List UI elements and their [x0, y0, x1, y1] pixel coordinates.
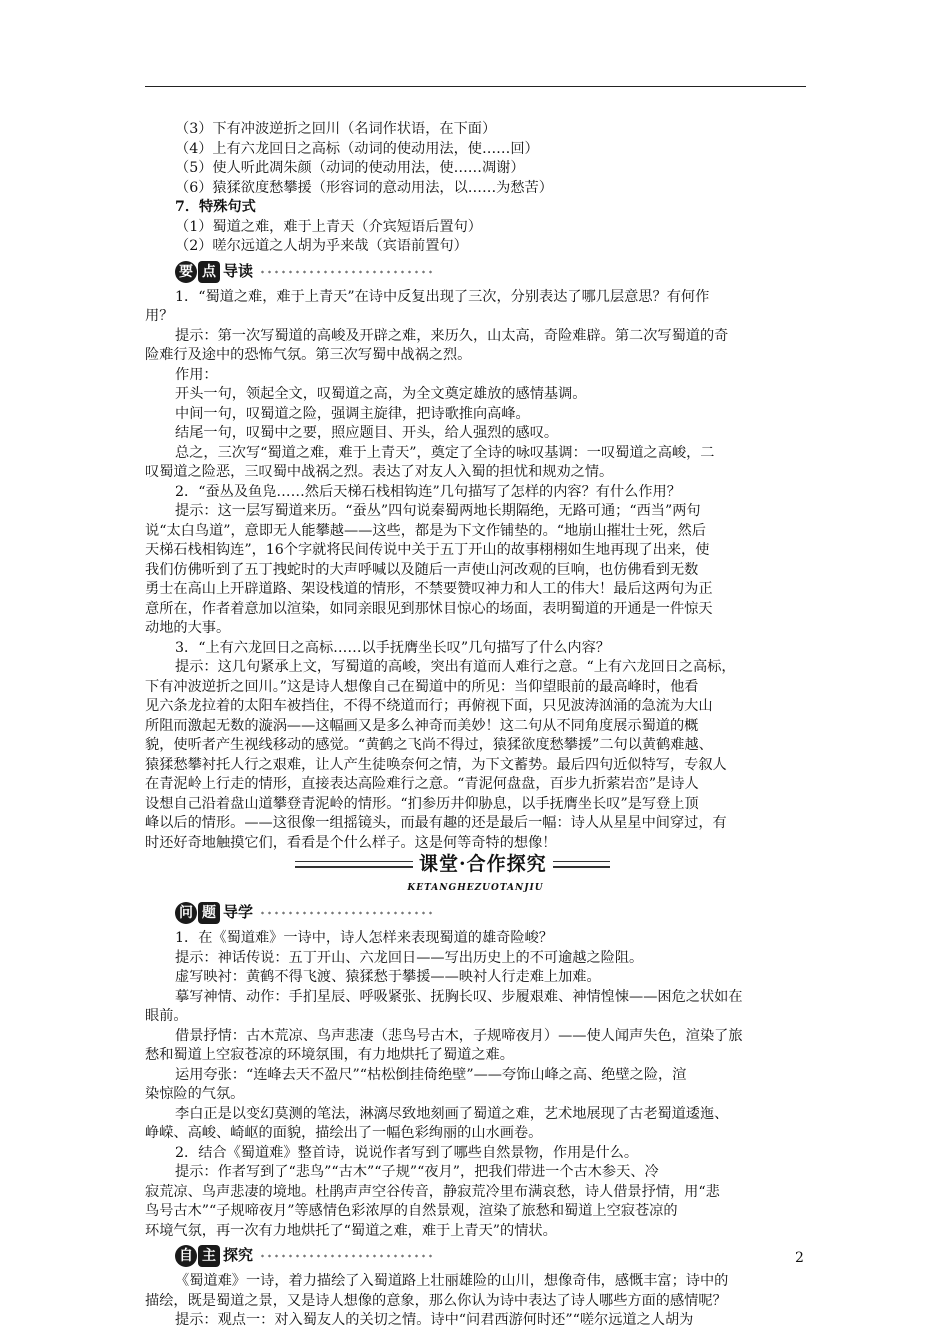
- text-line: 总之，三次写“蜀道之难，难于上青天”，奠定了全诗的咏叹基调：一叹蜀道之高峻，二: [175, 444, 715, 461]
- text-line: 环境气氛，再一次有力地烘托了“蜀道之难，难于上青天”的情状。: [145, 1222, 557, 1239]
- text-line: （3）下有冲波逆折之回川（名词作状语，在下面）: [175, 121, 497, 137]
- text-line: 叹蜀道之险恶，三叹蜀中战祸之烈。表达了对友人入蜀的担忧和规劝之情。: [145, 464, 614, 480]
- text-line: （1）蜀道之难，难于上青天（介宾短语后置句）: [175, 218, 482, 235]
- text-line: 1．“蜀道之难，难于上青天”在诗中反复出现了三次，分别表达了哪几层意思？有何作: [175, 288, 710, 305]
- usage-notes: [145, 120, 806, 198]
- section-key-reading: [175, 258, 806, 286]
- dotted-divider: [259, 908, 434, 918]
- text-line: 运用夸张：“连峰去天不盈尺”“枯松倒挂倚绝壁”——夸饰山峰之高、绝壁之险，渲: [175, 1066, 687, 1083]
- text-line: 虚写映衬：黄鹤不得飞渡、猿猱愁于攀援——映衬人行走难上加难。: [175, 969, 601, 985]
- text-line: 提示：观点一：对入蜀友人的关切之情。诗中“问君西游何时还”“嗟尔远道之人胡为: [175, 1312, 694, 1328]
- dotted-divider: [259, 1251, 434, 1261]
- banner-title: 课堂·合作探究: [413, 855, 553, 875]
- text-line: 峰以后的情形。——这很像一组摇镜头，而最有趣的还是最后一幅：诗人从星星中间穿过，有: [145, 815, 727, 831]
- banner-subtitle: KETANGHEZUOTANJIU: [407, 883, 544, 893]
- text-line: 见六条龙拉着的太阳车被挡住，不得不绕道而行；再俯视下面，只见波涛汹涌的急流为大山: [145, 698, 713, 714]
- section-badge: 自 主: [175, 1245, 221, 1267]
- text-line: 意所在，作者着意加以渲染，如同亲眼见到那怵目惊心的场面，表明蜀道的开通是一件惊天: [145, 600, 713, 617]
- text-line: 动地的大事。: [145, 620, 231, 636]
- text-line: 下有冲波逆折之回川。”这是诗人想像自己在蜀道中的所见：当仰望眼前的最高峰时，他看: [145, 678, 699, 695]
- text-line: 愁和蜀道上空寂苍凉的环境氛围，有力地烘托了蜀道之难。: [145, 1047, 514, 1063]
- text-line: 结尾一句，叹蜀中之要，照应题目、开头，给人强烈的感叹。: [175, 425, 559, 441]
- text-line: （6）猿猱欲度愁攀援（形容词的意动用法，以……为愁苦）: [175, 179, 553, 196]
- text-line: 险难行及途中的恐怖气氛。第三次写蜀中战祸之烈。: [145, 347, 472, 363]
- text-line: 提示：第一次写蜀道的高峻及开辟之难，来历久，山太高，奇险难辟。第二次写蜀道的奇: [175, 327, 729, 344]
- self-exploration-text: [145, 1272, 806, 1331]
- page-content: [145, 120, 806, 1331]
- text-line: 《蜀道难》一诗，着力描绘了入蜀道路上壮丽雄险的山川，想像奇伟，感慨丰富；诗中的: [175, 1273, 729, 1289]
- section-title: 导读: [223, 261, 254, 280]
- text-line: 提示：这几句紧承上文，写蜀道的高峻，突出有道而人难行之意。“上有六龙回日之高标，: [175, 659, 736, 675]
- text-line: 设想自己沿着盘山道攀登青泥岭的情形。“扪参历井仰胁息，以手抚膺坐长叹”是写登上顶: [145, 795, 699, 812]
- text-line: 猿猱愁攀衬托人行之艰难，让人产生徒唤奈何之情，为下文蓄势。最后四句近似特写，专叙人: [145, 756, 727, 773]
- text-line: 峥嵘、高峻、崎岖的面貌，描绘出了一幅色彩绚丽的山水画卷。: [145, 1125, 543, 1141]
- text-line: 2．“蚕丛及鱼凫……然后天梯石栈相钩连”几句描写了怎样的内容？有什么作用？: [175, 483, 681, 500]
- special-sentence-title: 7．特殊句式: [175, 199, 256, 215]
- text-line: 2．结合《蜀道难》整首诗，说说作者写到了哪些自然景物，作用是什么。: [175, 1144, 639, 1161]
- section-self-exploration: [175, 1242, 806, 1270]
- text-line: 提示：神话传说：五丁开山、六龙回日——写出历史上的不可逾越之险阻。: [175, 949, 644, 966]
- text-line: 勇士在高山上开辟道路、架设栈道的情形，不禁要赞叹神力和人工的伟大！最后这两句为正: [145, 581, 713, 597]
- text-line: 李白正是以变幻莫测的笔法，淋漓尽致地刻画了蜀道之难，艺术地展现了古老蜀道逶迤、: [175, 1105, 729, 1122]
- text-line: 提示：这一层写蜀道来历。“蚕丛”四句说秦蜀两地长期隔绝，无路可通；“西当”两句: [175, 503, 701, 519]
- text-line: （4）上有六龙回日之高标（动词的使动用法，使……回）: [175, 140, 539, 157]
- text-line: （5）使人听此凋朱颜（动词的使动用法，使……凋谢）: [175, 160, 525, 176]
- text-line: 中间一句，叹蜀道之险，强调主旋律，把诗歌推向高峰。: [175, 405, 530, 422]
- section-badge: 问 题: [175, 902, 221, 924]
- text-line: （2）嗟尔远道之人胡为乎来哉（宾语前置句）: [175, 238, 468, 254]
- dotted-divider: [259, 267, 434, 277]
- text-line: 眼前。: [145, 1008, 188, 1024]
- text-line: 作用：: [175, 366, 218, 383]
- text-line: 提示：作者写到了“悲鸟”“古木”“子规”“夜月”，把我们带进一个古木参天、冷: [175, 1164, 659, 1180]
- text-line: 时还好奇地触摸它们，看看是个什么样子。这是何等奇特的想像！: [145, 834, 557, 851]
- header-rule: [145, 86, 806, 87]
- text-line: 貌，使听者产生视线移动的感觉。“黄鹤之飞尚不得过，猿猱欲度愁攀援”二句以黄鹤难越、: [145, 737, 713, 753]
- text-line: 说“太白鸟道”，意即无人能攀越——这些，都是为下文作铺垫的。“地崩山摧壮士死，然后: [145, 522, 706, 539]
- section-title: 导学: [223, 903, 254, 922]
- section-badge: 要 点: [175, 261, 221, 283]
- key-reading-text: [145, 288, 806, 854]
- text-line: 1．在《蜀道难》一诗中，诗人怎样来表现蜀道的雄奇险峻？: [175, 930, 553, 946]
- special-sentences: [145, 218, 806, 257]
- text-line: 借景抒情：古木荒凉、鸟声悲凄（悲鸟号古木，子规啼夜月）——使人闻声失色，渲染了旅: [175, 1027, 743, 1044]
- page-number: 2: [795, 1250, 804, 1266]
- text-line: 所阻而激起无数的漩涡——这幅画又是多么神奇而美妙！这二句从不同角度展示蜀道的概: [145, 717, 699, 734]
- text-line: 染惊险的气氛。: [145, 1086, 245, 1102]
- text-line: 开头一句，领起全文，叹蜀道之高，为全文奠定雄放的感情基调。: [175, 386, 587, 402]
- text-line: 寂荒凉、鸟声悲凄的境地。杜鹃声声空谷传音，静寂荒冷里布满哀愁，诗人借景抒情，用“悲: [145, 1183, 720, 1200]
- text-line: 在青泥岭上行走的情形，直接表达高险难行之意。“青泥何盘盘，百步九折萦岩峦”是诗人: [145, 776, 699, 792]
- text-line: 用？: [145, 308, 174, 324]
- section-title: 探究: [223, 1246, 254, 1265]
- text-line: 我们仿佛听到了五丁拽蛇时的大声呼喊以及随后一声使山河改观的巨响，也仿佛看到无数: [145, 561, 699, 578]
- text-line: 描绘，既是蜀道之景，又是诗人想像的意象，那么你认为诗中表达了诗人哪些方面的感情呢？: [145, 1292, 727, 1309]
- text-line: 鸟号古木”“子规啼夜月”等感情色彩浓厚的自然景观，渲染了旅愁和蜀道上空寂苍凉的: [145, 1203, 678, 1219]
- guided-questions-text: [145, 929, 806, 1241]
- classroom-banner: [145, 855, 806, 895]
- text-line: 3．“上有六龙回日之高标……以手抚膺坐长叹”几句描写了什么内容？: [175, 639, 610, 656]
- text-line: 天梯石栈相钩连”，16个字就将民间传说中关于五丁开山的故事栩栩如生地再现了出来，使: [145, 542, 710, 558]
- text-line: 摹写神情、动作：手扪星辰、呼吸紧张、抚胸长叹、步履艰难、神情惶悚——困危之状如在: [175, 988, 743, 1005]
- section-guided-questions: [175, 899, 806, 927]
